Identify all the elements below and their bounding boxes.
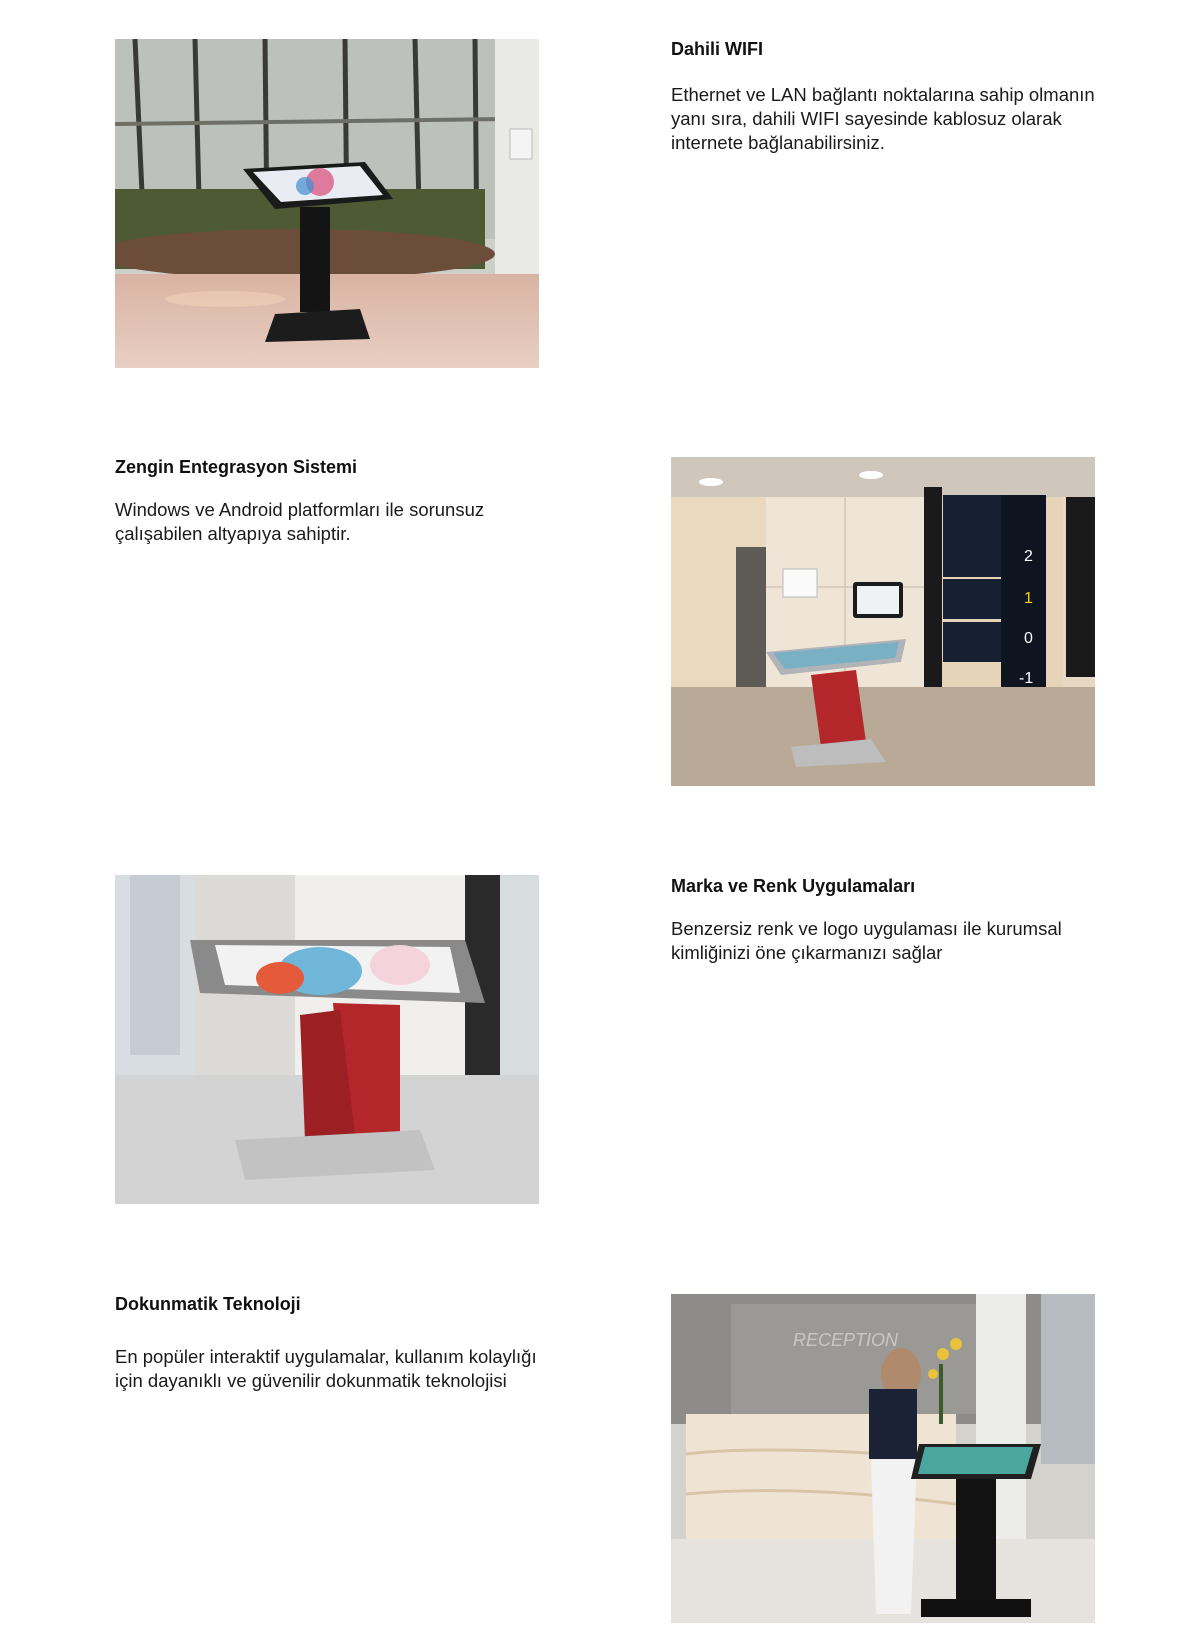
feature-description: Benzersiz renk ve logo uygulaması ile kurumsal kimliğinizi öne çıkarmanızı sağlar — [671, 918, 1062, 963]
feature-title: Dahili WIFI — [671, 39, 763, 59]
feature-touch — [115, 1293, 555, 1393]
floor-label: -1 — [1019, 670, 1034, 687]
feature-title: Dokunmatik Teknoloji — [115, 1294, 301, 1314]
kiosk-directory-photo — [671, 457, 1095, 786]
feature-title: Marka ve Renk Uygulamaları — [671, 876, 916, 896]
kiosk-directory-image — [671, 457, 1095, 786]
feature-branding — [671, 875, 1111, 965]
feature-description: Ethernet ve LAN bağlantı noktalarına sahip olmanın yanı sıra, dahili WIFI sayesinde kablosuz olarak internete bağlanabilirsiniz. — [671, 84, 1095, 153]
kiosk-reception-photo — [671, 1294, 1095, 1623]
kiosk-lobby-image — [115, 39, 539, 368]
floor-label: 0 — [1024, 630, 1033, 647]
feature-description: En popüler interaktif uygulamalar, kullanım kolaylığı için dayanıklı ve güvenilir dokunmatik teknolojisi — [115, 1346, 537, 1391]
kiosk-red-stand-image — [115, 875, 539, 1204]
feature-title: Zengin Entegrasyon Sistemi — [115, 457, 358, 477]
floor-label: 1 — [1024, 590, 1033, 607]
reception-sign: RECEPTION — [793, 1330, 899, 1350]
feature-wifi — [671, 38, 1111, 155]
kiosk-reception-image — [671, 1294, 1095, 1623]
floor-label: 2 — [1024, 548, 1033, 565]
kiosk-red-stand-photo — [115, 875, 539, 1204]
kiosk-lobby-photo — [115, 39, 539, 368]
feature-integration — [115, 456, 555, 546]
feature-description: Windows ve Android platformları ile sorunsuz çalışabilen altyapıya sahiptir. — [115, 499, 485, 544]
